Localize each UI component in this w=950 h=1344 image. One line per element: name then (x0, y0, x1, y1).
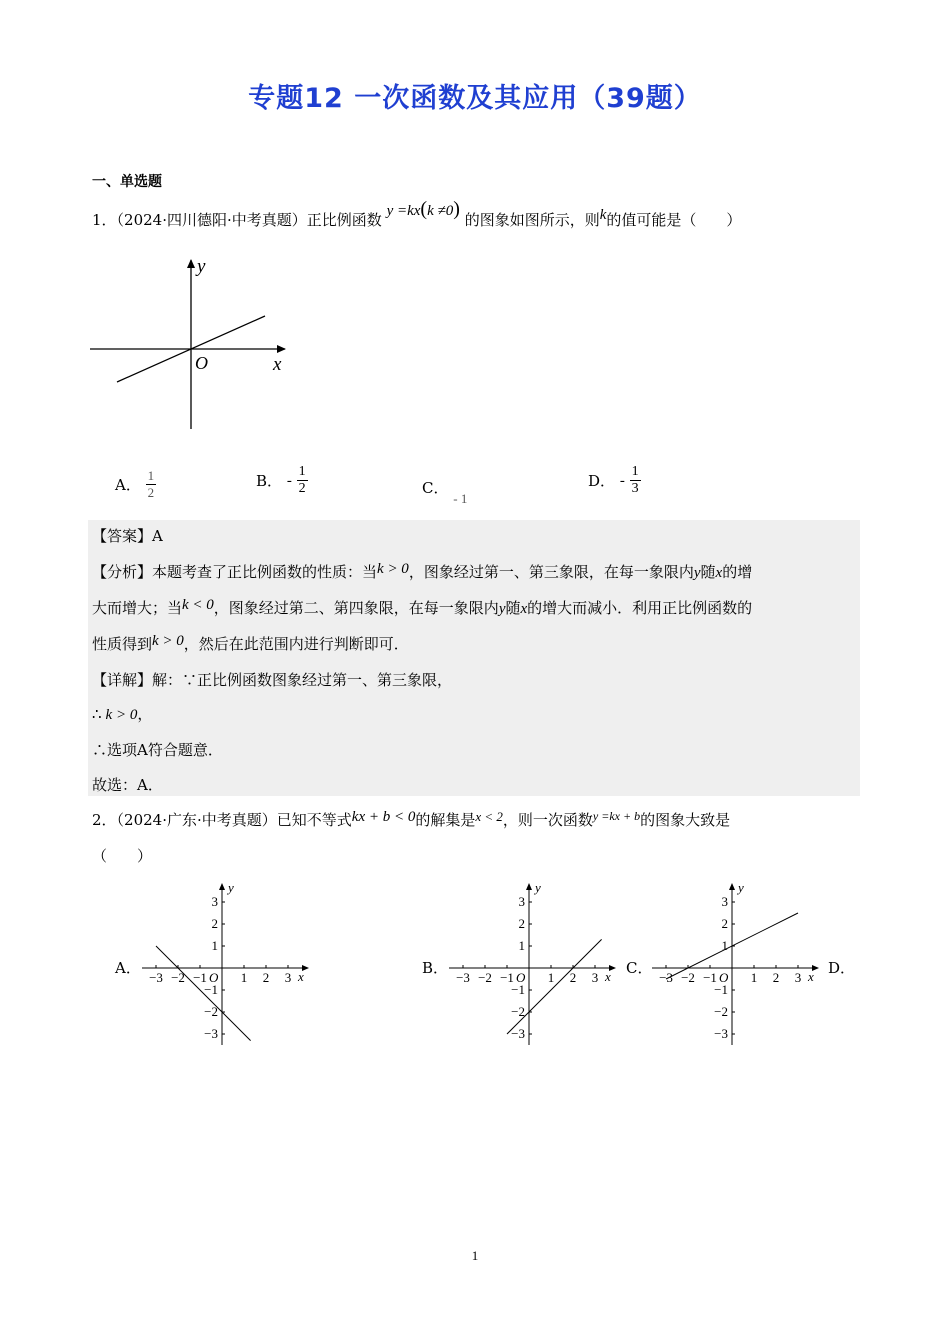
y-tick-label: 3 (211, 894, 218, 909)
analysis-label: 【分析】 (92, 563, 153, 581)
analysis-text: ，图象经过第二、第四象限，在每一象限内 (213, 599, 499, 617)
q1-c-value: - 1 (453, 491, 468, 506)
x-tick-label: 3 (794, 970, 802, 985)
q1-b-num: 1 (298, 464, 306, 479)
detail-line-2 (92, 704, 152, 725)
analysis-text: 的增 (722, 563, 753, 581)
q1-origin-label: O (195, 353, 208, 373)
q1-option-b-frac (297, 464, 308, 497)
x-axis-label: x (605, 969, 611, 984)
analysis-line-3 (92, 634, 409, 655)
y-axis-label: y (228, 880, 234, 895)
detail-line-3: ∴选项A符合题意． (92, 741, 223, 759)
q1-a-den: 2 (147, 485, 155, 500)
page-number: 1 (471, 1248, 479, 1263)
y-tick-label: 2 (211, 916, 218, 931)
analysis-text: ，图象经过第一、第三象限，在每一象限内 (408, 563, 694, 581)
x-tick-label: 2 (569, 970, 577, 985)
x-tick-label: 2 (262, 970, 270, 985)
x-tick-label: 3 (591, 970, 599, 985)
q1-option-d[interactable] (588, 464, 641, 497)
detail-text: 解：∵正比例函数图象经过第一、第三象限， (152, 671, 453, 689)
question-2-text (92, 810, 730, 831)
origin-label: O (516, 970, 526, 985)
q2-option-b[interactable]: B． (422, 959, 449, 977)
y-tick-label: 1 (518, 938, 525, 953)
answer-line (92, 526, 163, 546)
q2-text: 已知不等式 (276, 811, 352, 829)
analysis-text: 大而增大；当 (92, 599, 183, 617)
y-tick-label: 3 (518, 894, 525, 909)
y-tick-label: −2 (511, 1004, 525, 1019)
math-y: y (498, 601, 506, 617)
analysis-text: 本题考查了正比例函数的性质：当 (152, 563, 378, 581)
q1-option-c[interactable] (422, 478, 468, 506)
math-x: x (520, 601, 528, 617)
q1-text-end: 的值可能是（ ） (606, 211, 742, 229)
q1-y-label: y (197, 256, 206, 277)
section-heading: 一、单选题 (92, 174, 162, 190)
q2-graph-a (140, 880, 320, 1050)
page-title: 专题12 一次函数及其应用（39题） (248, 83, 702, 114)
x-tick-label: −2 (478, 970, 492, 985)
math-y: y (693, 565, 701, 581)
math-k-gt-0: k > 0 (377, 561, 409, 577)
q1-text-after: 的图象如图所示，则 (464, 211, 600, 229)
q1-option-a-frac (146, 468, 157, 501)
analysis-line-2 (92, 598, 752, 619)
analysis-text: 性质得到 (92, 635, 153, 653)
q1-text-before: 正比例函数 (306, 211, 382, 229)
y-tick-label: 2 (721, 916, 728, 931)
q1-var-k: k (599, 207, 607, 223)
q1-d-num: 1 (631, 464, 639, 479)
y-axis-label: y (535, 880, 541, 895)
q1-source: （2024·四川德阳·中考真题） (116, 211, 307, 229)
q2-text: 的解集是 (415, 811, 476, 829)
q2-paren: （ ） (92, 847, 153, 865)
y-tick-label: −1 (714, 982, 728, 997)
q1-a-num: 1 (147, 468, 155, 483)
q1-option-d-frac (630, 464, 641, 497)
question-1-text (92, 198, 742, 231)
detail-label: 【详解】 (92, 671, 153, 689)
answer-value: A (152, 527, 163, 545)
q2-text: ，则一次函数 (502, 811, 593, 829)
y-tick-label: −2 (714, 1004, 728, 1019)
x-tick-label: −3 (456, 970, 470, 985)
q1-formula: y =kx(k ≠0) (386, 198, 460, 220)
q1-b-sign: - (286, 472, 292, 489)
q1-option-a-letter: A． (115, 475, 141, 494)
y-axis-label: y (738, 880, 744, 895)
y-tick-label: 1 (721, 938, 728, 953)
x-tick-label: 1 (240, 970, 248, 985)
analysis-text: 随 (700, 563, 716, 581)
q1-option-b-letter: B． (256, 471, 283, 490)
q1-number: 1． (92, 211, 117, 229)
origin-label: O (719, 970, 729, 985)
math-function: y =kx + b (592, 809, 641, 823)
y-tick-label: 3 (721, 894, 728, 909)
detail-line-4: 故选：A． (92, 776, 163, 794)
detail-line-1 (92, 670, 452, 690)
y-tick-label: −1 (511, 982, 525, 997)
x-tick-label: −1 (193, 970, 207, 985)
q1-option-c-letter: C． (422, 479, 449, 497)
q2-graph-c (650, 880, 830, 1050)
y-tick-label: −2 (204, 1004, 218, 1019)
x-axis-label: x (808, 969, 814, 984)
q1-option-d-letter: D． (588, 471, 616, 490)
q1-graph (85, 252, 295, 437)
detail-text: ， (137, 705, 153, 723)
analysis-text: ，然后在此范围内进行判断即可． (183, 635, 409, 653)
x-tick-label: −1 (703, 970, 717, 985)
analysis-text: 的增大而减小．利用正比例函数的 (527, 599, 753, 617)
x-tick-label: −2 (171, 970, 185, 985)
x-tick-label: −2 (681, 970, 695, 985)
y-tick-label: −3 (714, 1026, 728, 1041)
q2-graph-b (447, 880, 627, 1050)
x-tick-label: 1 (750, 970, 758, 985)
q1-formula-main: y =kx (386, 203, 421, 219)
x-tick-label: 3 (284, 970, 292, 985)
analysis-text: 随 (505, 599, 521, 617)
q1-option-b[interactable] (256, 464, 308, 497)
q1-d-sign: - (619, 472, 625, 489)
q1-formula-cond: k ≠0 (427, 203, 454, 219)
q1-option-a[interactable] (115, 468, 156, 501)
therefore-symbol: ∴ (92, 705, 102, 723)
y-tick-label: −3 (204, 1026, 218, 1041)
answer-label: 【答案】 (92, 527, 153, 545)
x-tick-label: 1 (547, 970, 555, 985)
x-tick-label: 2 (772, 970, 780, 985)
q1-x-label: x (273, 354, 282, 375)
q2-option-d[interactable]: D． (828, 959, 856, 977)
y-tick-label: 2 (518, 916, 525, 931)
math-solution: x < 2 (475, 809, 503, 824)
analysis-line-1 (92, 562, 752, 583)
y-tick-label: 1 (211, 938, 218, 953)
q2-option-a[interactable]: A． (115, 959, 141, 977)
math-x: x (715, 565, 723, 581)
math-k-lt-0: k < 0 (182, 597, 214, 613)
math-inequality: kx + b < 0 (351, 809, 416, 825)
y-tick-label: −1 (204, 982, 218, 997)
y-tick-label: −3 (511, 1026, 525, 1041)
x-axis-label: x (298, 969, 304, 984)
x-tick-label: −3 (149, 970, 163, 985)
q2-source: （2024·广东·中考真题） (116, 811, 277, 829)
math-k-gt-0: k > 0 (105, 707, 138, 723)
q1-b-den: 2 (298, 481, 306, 496)
x-tick-label: −3 (659, 970, 673, 985)
q1-d-den: 3 (631, 481, 639, 496)
q2-text: 的图象大致是 (640, 811, 731, 829)
origin-label: O (209, 970, 219, 985)
math-k-gt-0: k > 0 (152, 633, 184, 649)
x-tick-label: −1 (500, 970, 514, 985)
q2-number: 2． (92, 811, 117, 829)
q2-option-c[interactable]: C． (626, 959, 653, 977)
